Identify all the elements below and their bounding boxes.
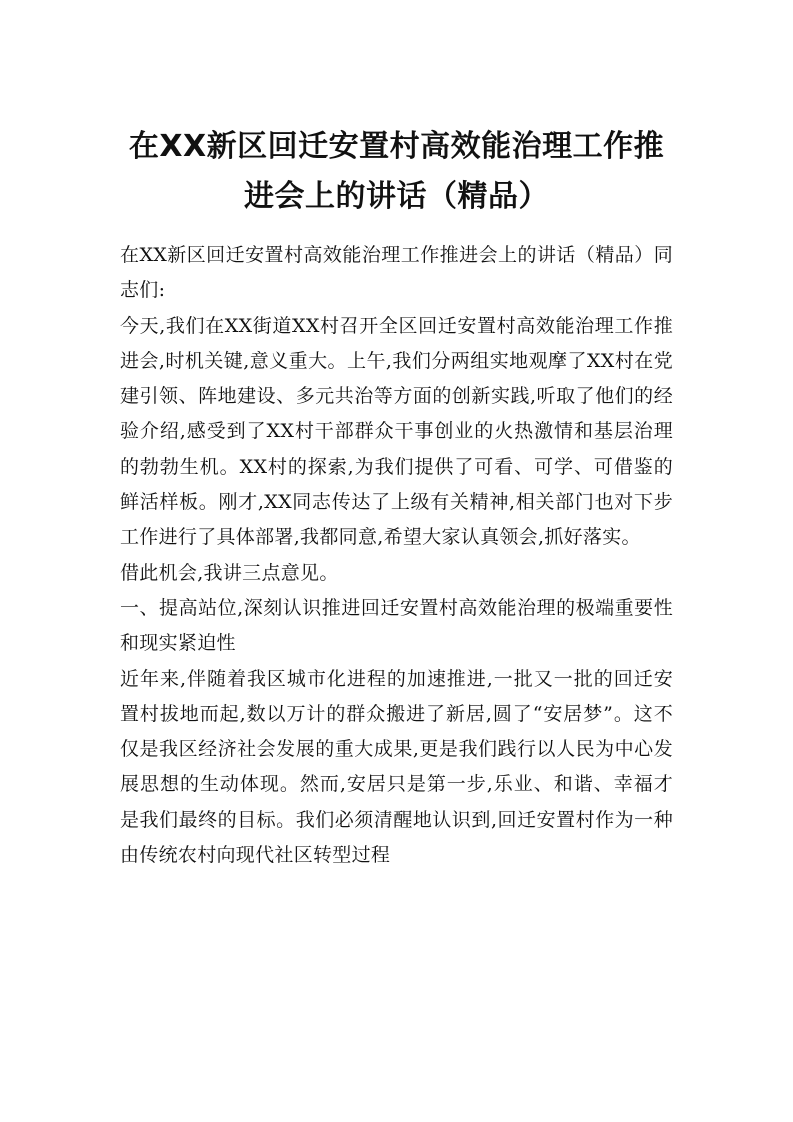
section-heading-1: 一、提高站位,深刻认识推进回迁安置村高效能治理的极端重要性和现实紧迫性: [120, 596, 673, 655]
paragraph-transition: 借此机会,我讲三点意见。: [120, 561, 339, 584]
paragraph-section-1-body: 近年来,伴随着我区城市化进程的加速推进,一批又一批的回迁安置村拔地而起,数以万计的群众搬进了新居,圆了“安居梦”。这不仅是我区经济社会发展的重大成果,更是我们践行以人民为中心发展思想的生动体现。然而,安居只是第一步,乐业、和谐、幸福才是我们最终的目标。我们必须清醒地认识到,回迁安置村作为一种由传统农村向现代社区转型过程: [120, 667, 673, 867]
document-body: [120, 238, 673, 873]
paragraph-opening: 今天,我们在XX街道XX村召开全区回迁安置村高效能治理工作推进会,时机关键,意义重大。上午,我们分两组实地观摩了XX村在党建引领、阵地建设、多元共治等方面的创新实践,听取了他们的经验介绍,感受到了XX村干部群众干事创业的火热激情和基层治理的勃勃生机。XX村的探索,为我们提供了可看、可学、可借鉴的鲜活样板。刚才,XX同志传达了上级有关精神,相关部门也对下步工作进行了具体部署,我都同意,希望大家认真领会,抓好落实。: [120, 314, 673, 549]
paragraph-subtitle-salutation: 在XX新区回迁安置村高效能治理工作推进会上的讲话（精品）同志们:: [120, 244, 673, 302]
document-title: 在XX新区回迁安置村高效能治理工作推进会上的讲话（精品）: [128, 129, 665, 214]
